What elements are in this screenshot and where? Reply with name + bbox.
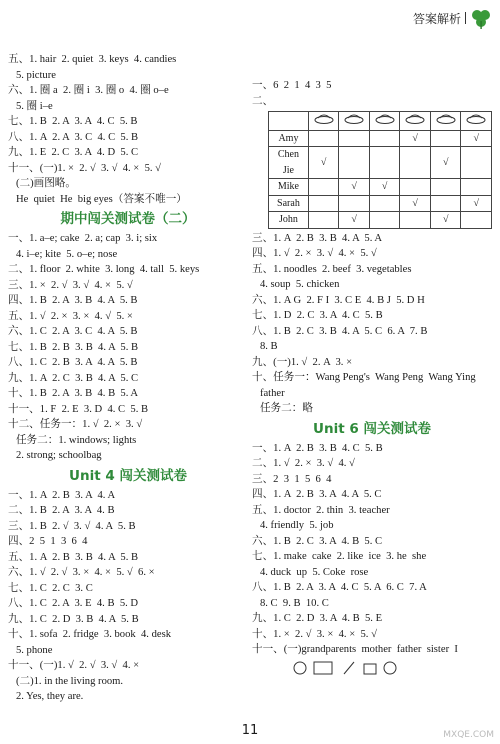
answer-line: 八、1. A 2. A 3. C 4. C 5. B [8,131,139,143]
table-row [269,130,492,147]
table-cell [430,130,461,147]
food-table [268,111,492,229]
answer-line: 十一、1. F 2. E 3. D 4. C 5. B [8,403,149,415]
fish-icon [339,112,370,131]
table-cell [308,179,339,196]
table-cell [369,130,400,147]
answer-line: 四、1. B 2. A 3. B 4. A 5. B [8,295,138,306]
answer-line: 5. picture [8,69,56,81]
noodles-icon [461,112,492,131]
answer-line: 三、2 3 1 5 6 4 [252,473,332,485]
answer-line: 8. C 9. B 10. C [252,597,329,609]
answer-line: 2. strong; schoolbag [8,450,102,461]
answer-line: 四、1. √ 2. × 3. √ 4. × 5. √ [252,248,377,259]
header-title: 答案解析 [412,11,461,26]
table-cell: √ [339,212,370,229]
table-corner [269,112,309,131]
answer-line: (二)画图略。 [8,178,76,189]
answer-line: 二、 [252,95,274,107]
table-cell [308,195,339,212]
table-row [269,147,492,179]
answer-line: 四、2 5 1 3 6 4 [8,536,88,547]
left-answers-a [8,52,248,207]
answer-line: 十一、(一)grandparents mother father sister I [252,644,458,655]
answer-line: 4. duck up 5. Coke rose [252,566,369,578]
page-number: 11 [241,723,259,738]
left-column [8,52,248,705]
row-name: Chen Jie [269,147,309,179]
answer-line: 九、1. C 2. D 3. A 4. B 5. E [252,613,383,624]
answer-line: 五、1. doctor 2. thin 3. teacher [252,504,390,516]
table-cell [339,130,370,147]
answer-line: 八、1. C 2. B 3. A 4. A 5. B [8,357,138,368]
table-cell: √ [400,195,431,212]
table-cell [461,147,492,179]
answer-line: 一、6 2 1 4 3 5 [252,80,332,91]
answer-line: 五、1. A 2. B 3. B 4. A 5. B [8,551,139,563]
table-cell [369,195,400,212]
answer-line: 六、1. A G 2. F I 3. C E 4. B J 5. D H [252,294,425,306]
answer-line: 二、1. B 2. A 3. A 4. B [8,505,115,516]
answer-line: father [252,387,285,399]
answer-line: 七、1. B 2. A 3. A 4. C 5. B [8,116,138,127]
answer-line: (二)1. in the living room. [8,675,124,687]
table-row [269,212,492,229]
answer-line: 一、1. a–e; cake 2. a; cap 3. i; six [8,233,158,244]
table-cell: √ [430,147,461,179]
answer-line: 五、1. hair 2. quiet 3. keys 4. candies [8,54,177,65]
occupation-sketches [292,658,402,678]
answer-line: 8. B [252,341,278,352]
answer-line: 5. 圈 i–e [8,100,53,112]
left-answers-c [8,488,248,705]
answer-line: He quiet He big eyes（答案不唯一） [8,193,187,205]
page-header [413,6,492,30]
answer-line: 九、1. C 2. D 3. B 4. A 5. B [8,613,139,625]
table-cell [400,212,431,229]
right-answers-b [252,441,492,658]
chicken-icon [400,112,431,131]
answer-line: 十二、任务一：1. √ 2. × 3. √ [8,419,143,430]
answer-line: 六、1. B 2. C 3. A 4. B 5. C [252,535,383,547]
answer-line: 十一、(一)1. × 2. √ 3. √ 4. × 5. √ [8,162,161,174]
table-cell: √ [339,179,370,196]
table-row [269,179,492,196]
answer-line: 九、(一)1. √ 2. A 3. × [252,356,353,368]
answer-line: 三、1. A 2. B 3. B 4. A 5. A [252,232,383,244]
answer-line: 八、1. C 2. A 3. E 4. B 5. D [8,598,139,609]
table-cell: √ [430,212,461,229]
answer-line: 三、1. × 2. √ 3. √ 4. × 5. √ [8,279,133,291]
answer-line: 六、1. √ 2. √ 3. × 4. × 5. √ 6. × [8,567,155,578]
answer-line: 十、任务一：Wang Peng's Wang Peng Wang Ying [252,372,476,383]
table-cell [461,212,492,229]
row-name: Mike [269,179,309,196]
answer-line: 七、1. D 2. C 3. A 4. C 5. B [252,310,383,321]
rice-icon [430,112,461,131]
answer-line: 一、1. A 2. B 3. A 4. A [8,489,116,501]
answer-line: 九、1. A 2. C 3. B 4. A 5. C [8,372,139,384]
answer-line: 5. phone [8,644,53,656]
answer-line: 十一、(一)1. √ 2. √ 3. √ 4. × [8,660,140,671]
right-answers-a [252,231,492,417]
row-name: John [269,212,309,229]
header-divider [465,12,466,24]
table-cell [339,195,370,212]
table-cell [461,179,492,196]
noodles-icon [308,112,339,131]
answer-line: 八、1. B 2. A 3. A 4. C 5. A 6. C 7. A [252,582,427,593]
unit4-title: Unit 4 闯关测试卷 [69,467,187,484]
answer-line: 五、1. √ 2. × 3. × 4. √ 5. × [8,310,133,322]
answer-line: 七、1. C 2. C 3. C [8,582,93,594]
answer-line: 4. i–e; kite 5. o–e; nose [8,248,118,260]
table-cell [430,179,461,196]
answer-line: 二、1. √ 2. × 3. √ 4. √ [252,458,355,469]
row-name: Sarah [269,195,309,212]
table-cell [400,179,431,196]
soup-icon [369,112,400,131]
answer-line: 三、1. B 2. √ 3. √ 4. A 5. B [8,520,136,532]
answer-line: 九、1. E 2. C 3. A 4. D 5. C [8,147,139,158]
row-name: Amy [269,130,309,147]
right-column [252,78,492,683]
answer-line: 一、1. A 2. B 3. B 4. C 5. B [252,442,383,454]
table-row [269,195,492,212]
answer-line: 六、1. 圈 a 2. 圈 i 3. 圈 o 4. 圈 o–e [8,85,169,96]
table-cell [369,147,400,179]
unit6-title: Unit 6 闯关测试卷 [313,420,431,437]
table-cell [400,147,431,179]
answer-line: 2. Yes, they are. [8,691,84,702]
table-cell: √ [461,195,492,212]
table-cell [308,130,339,147]
answer-line: 五、1. noodles 2. beef 3. vegetables [252,263,412,275]
answer-line: 十、1. × 2. √ 3. × 4. × 5. √ [252,628,377,640]
table-cell: √ [461,130,492,147]
clover-icon [470,7,492,29]
table-cell: √ [308,147,339,179]
answer-line: 任务二：略 [252,403,313,414]
watermark: MXQE.COM [443,730,494,740]
table-cell [369,212,400,229]
answer-line: 十、1. B 2. A 3. B 4. B 5. A [8,388,139,399]
answer-line: 十、1. sofa 2. fridge 3. book 4. desk [8,629,172,640]
answer-line: 四、1. A 2. B 3. A 4. A 5. C [252,489,382,500]
answer-line: 八、1. B 2. C 3. B 4. A 5. C 6. A 7. B [252,325,428,337]
midterm-title: 期中闯关测试卷（二） [60,211,196,227]
answer-line: 4. soup 5. chicken [252,279,340,290]
answer-line: 七、1. make cake 2. like ice 3. he she [252,551,427,562]
answer-line: 任务二：1. windows; lights [8,434,137,446]
table-cell: √ [400,130,431,147]
table-cell [308,212,339,229]
table-cell [430,195,461,212]
table-cell [339,147,370,179]
table-cell: √ [369,179,400,196]
answer-line: 六、1. C 2. A 3. C 4. A 5. B [8,326,138,337]
left-answers-b [8,231,248,464]
answer-line: 二、1. floor 2. white 3. long 4. tall 5. keys [8,264,200,275]
answer-line: 4. friendly 5. job [252,520,334,531]
answer-line: 七、1. B 2. B 3. B 4. A 5. B [8,341,139,353]
